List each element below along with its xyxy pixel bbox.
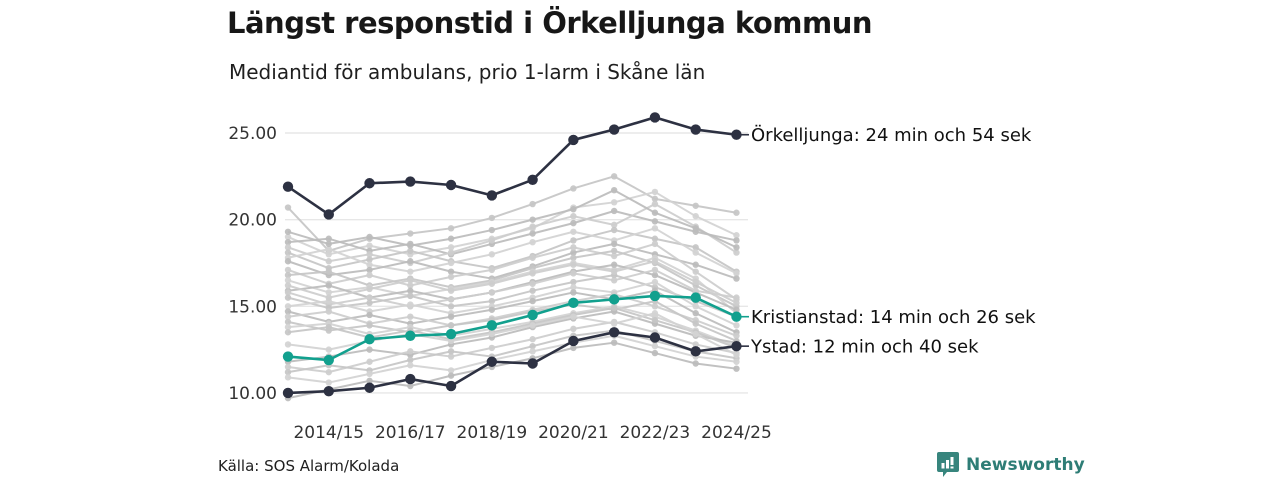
background-series-point: [733, 244, 739, 250]
background-series-point: [652, 241, 658, 247]
background-series-point: [570, 270, 576, 276]
background-series-point: [652, 343, 658, 349]
background-series-point: [611, 199, 617, 205]
series-ystad-point: [364, 383, 374, 393]
background-series-point: [326, 308, 332, 314]
background-series-point: [489, 307, 495, 313]
background-series-point: [366, 286, 372, 292]
background-series-point: [733, 237, 739, 243]
background-series-point: [570, 289, 576, 295]
background-series-point: [611, 339, 617, 345]
background-series-point: [693, 268, 699, 274]
background-series-point: [529, 336, 535, 342]
background-series-point: [733, 322, 739, 328]
newsworthy-bar-chart-icon: [937, 452, 959, 477]
background-series-point: [326, 294, 332, 300]
background-series-point: [570, 326, 576, 332]
background-series-point: [693, 331, 699, 337]
background-series-point: [407, 230, 413, 236]
background-series-point: [611, 173, 617, 179]
background-series-point: [407, 277, 413, 283]
series-kristianstad-point: [650, 291, 660, 301]
background-series-point: [448, 296, 454, 302]
background-series-point: [570, 206, 576, 212]
background-series-point: [652, 189, 658, 195]
background-series-point: [570, 220, 576, 226]
background-series-point: [489, 289, 495, 295]
background-series-point: [366, 359, 372, 365]
series-kristianstad-point: [731, 311, 741, 321]
background-series-point: [611, 241, 617, 247]
background-series-point: [529, 223, 535, 229]
background-series-point: [326, 241, 332, 247]
background-series-point: [652, 310, 658, 316]
background-series-point: [529, 230, 535, 236]
y-tick-label: 10.00: [228, 383, 277, 404]
series-ystad-point: [446, 381, 456, 391]
background-series-point: [611, 262, 617, 268]
background-series-point: [448, 249, 454, 255]
background-series-point: [407, 268, 413, 274]
background-series-line: [288, 228, 736, 273]
background-series-point: [407, 293, 413, 299]
background-series-point: [366, 234, 372, 240]
x-tick-label: 2018/19: [456, 423, 528, 443]
background-series-point: [285, 341, 291, 347]
background-series-point: [285, 204, 291, 210]
background-series-point: [285, 329, 291, 335]
background-series-point: [285, 374, 291, 380]
brand-logo: [937, 452, 1085, 477]
series-ystad-point: [527, 358, 537, 368]
background-series-point: [652, 279, 658, 285]
background-series-point: [448, 348, 454, 354]
background-series-point: [529, 288, 535, 294]
series-kristianstad-point: [527, 310, 537, 320]
background-series-point: [529, 255, 535, 261]
series-label: Ystad: 12 min och 40 sek: [751, 336, 979, 358]
series-kristianstad-point: [487, 320, 497, 330]
background-series-point: [570, 213, 576, 219]
series-örkelljunga-point: [364, 178, 374, 188]
x-tick-label: 2016/17: [374, 423, 446, 443]
background-series-point: [448, 303, 454, 309]
background-series-point: [733, 300, 739, 306]
series-ystad-point: [487, 357, 497, 367]
y-tick-label: 15.00: [228, 297, 277, 318]
background-series-point: [570, 313, 576, 319]
series-kristianstad-point: [324, 355, 334, 365]
series-kristianstad-point: [609, 294, 619, 304]
background-series-point: [489, 251, 495, 257]
background-series-point: [570, 237, 576, 243]
background-series-point: [652, 225, 658, 231]
series-örkelljunga-point: [731, 130, 741, 140]
series-kristianstad-point: [446, 329, 456, 339]
background-series-point: [448, 260, 454, 266]
background-series-point: [652, 350, 658, 356]
series-ystad-point: [283, 388, 293, 398]
background-series-point: [366, 272, 372, 278]
background-series-point: [326, 282, 332, 288]
series-örkelljunga-point: [487, 190, 497, 200]
background-series-point: [529, 216, 535, 222]
background-series-point: [407, 362, 413, 368]
background-series-point: [407, 348, 413, 354]
background-series-point: [529, 281, 535, 287]
series-ystad-point: [324, 386, 334, 396]
x-tick-label: 2024/25: [701, 423, 772, 443]
background-series-point: [693, 203, 699, 209]
background-series-point: [733, 275, 739, 281]
background-series-point: [652, 258, 658, 264]
series-ystad-point: [568, 336, 578, 346]
background-series-point: [529, 348, 535, 354]
background-series-point: [366, 371, 372, 377]
background-series-point: [489, 281, 495, 287]
chart-subtitle: Mediantid för ambulans, prio 1-larm i Skåne län: [229, 60, 706, 84]
background-series-point: [529, 270, 535, 276]
background-series-point: [529, 239, 535, 245]
background-series-point: [285, 294, 291, 300]
series-label: Örkelljunga: 24 min och 54 sek: [751, 125, 1032, 147]
background-series-point: [489, 237, 495, 243]
background-series-point: [448, 274, 454, 280]
chart-title: Längst responstid i Örkelljunga kommun: [227, 6, 873, 40]
background-series-point: [570, 185, 576, 191]
background-series-point: [529, 322, 535, 328]
background-series-point: [652, 210, 658, 216]
background-series-line: [288, 192, 736, 254]
background-series-point: [448, 313, 454, 319]
brand-name: Newsworthy: [966, 454, 1085, 475]
background-series-point: [489, 331, 495, 337]
background-series-point: [326, 324, 332, 330]
background-series-point: [366, 322, 372, 328]
background-series-point: [285, 282, 291, 288]
x-tick-label: 2022/23: [619, 423, 691, 443]
background-series-point: [326, 346, 332, 352]
background-series-point: [611, 320, 617, 326]
background-series-point: [489, 215, 495, 221]
background-series-point: [326, 258, 332, 264]
background-series-point: [448, 288, 454, 294]
background-series-point: [489, 345, 495, 351]
background-series-point: [733, 359, 739, 365]
series-ystad-point: [405, 374, 415, 384]
background-series-point: [407, 258, 413, 264]
series-örkelljunga-point: [446, 180, 456, 190]
background-series-point: [611, 248, 617, 254]
background-series-point: [693, 249, 699, 255]
background-series-point: [326, 379, 332, 385]
series-kristianstad-point: [364, 334, 374, 344]
series-kristianstad-point: [283, 351, 293, 361]
series-örkelljunga-point: [568, 135, 578, 145]
series-örkelljunga-point: [609, 124, 619, 134]
background-series-point: [693, 360, 699, 366]
series-kristianstad-point: [568, 298, 578, 308]
background-series-point: [285, 229, 291, 235]
background-series-point: [570, 262, 576, 268]
background-series-point: [611, 305, 617, 311]
series-kristianstad-point: [405, 331, 415, 341]
series-örkelljunga-point: [691, 124, 701, 134]
background-series-point: [489, 267, 495, 273]
series-örkelljunga-point: [527, 175, 537, 185]
series-örkelljunga-point: [405, 176, 415, 186]
background-series-point: [407, 301, 413, 307]
background-series-point: [407, 242, 413, 248]
background-series-point: [733, 365, 739, 371]
background-series-point: [529, 201, 535, 207]
series-ystad-point: [609, 327, 619, 337]
background-series-point: [448, 372, 454, 378]
background-series-point: [407, 313, 413, 319]
background-series-point: [366, 346, 372, 352]
background-series-point: [326, 369, 332, 375]
background-series-point: [366, 300, 372, 306]
background-series-point: [693, 310, 699, 316]
background-series-point: [693, 225, 699, 231]
background-series-point: [611, 227, 617, 233]
background-series-point: [733, 352, 739, 358]
background-series-point: [611, 208, 617, 214]
background-series-point: [611, 187, 617, 193]
background-series-point: [652, 218, 658, 224]
background-series-point: [693, 213, 699, 219]
series-örkelljunga-point: [650, 112, 660, 122]
background-series-point: [448, 236, 454, 242]
series-örkelljunga-point: [283, 182, 293, 192]
background-series-point: [693, 320, 699, 326]
background-series-point: [652, 317, 658, 323]
series-ystad-point: [691, 346, 701, 356]
background-series-point: [326, 268, 332, 274]
background-series-point: [570, 229, 576, 235]
y-tick-label: 20.00: [228, 210, 277, 231]
series-ystad-point: [650, 332, 660, 342]
y-tick-label: 25.00: [228, 124, 277, 144]
background-series-point: [733, 210, 739, 216]
background-series-point: [366, 312, 372, 318]
background-series-point: [652, 201, 658, 207]
source-note: Källa: SOS Alarm/Kolada: [218, 457, 400, 475]
series-örkelljunga-point: [324, 209, 334, 219]
background-series-point: [652, 267, 658, 273]
background-series-point: [611, 268, 617, 274]
background-series-point: [570, 244, 576, 250]
background-series-point: [529, 298, 535, 304]
x-tick-label: 2020/21: [538, 423, 609, 443]
series-ystad-point: [731, 341, 741, 351]
background-series-point: [448, 322, 454, 328]
series-label: Kristianstad: 14 min och 26 sek: [751, 307, 1036, 329]
x-tick-label: 2014/15: [293, 423, 365, 443]
background-series-point: [285, 258, 291, 264]
background-series-point: [693, 279, 699, 285]
background-series-point: [489, 227, 495, 233]
background-series-point: [693, 303, 699, 309]
background-series-point: [693, 262, 699, 268]
background-series-point: [448, 225, 454, 231]
series-kristianstad-point: [691, 292, 701, 302]
